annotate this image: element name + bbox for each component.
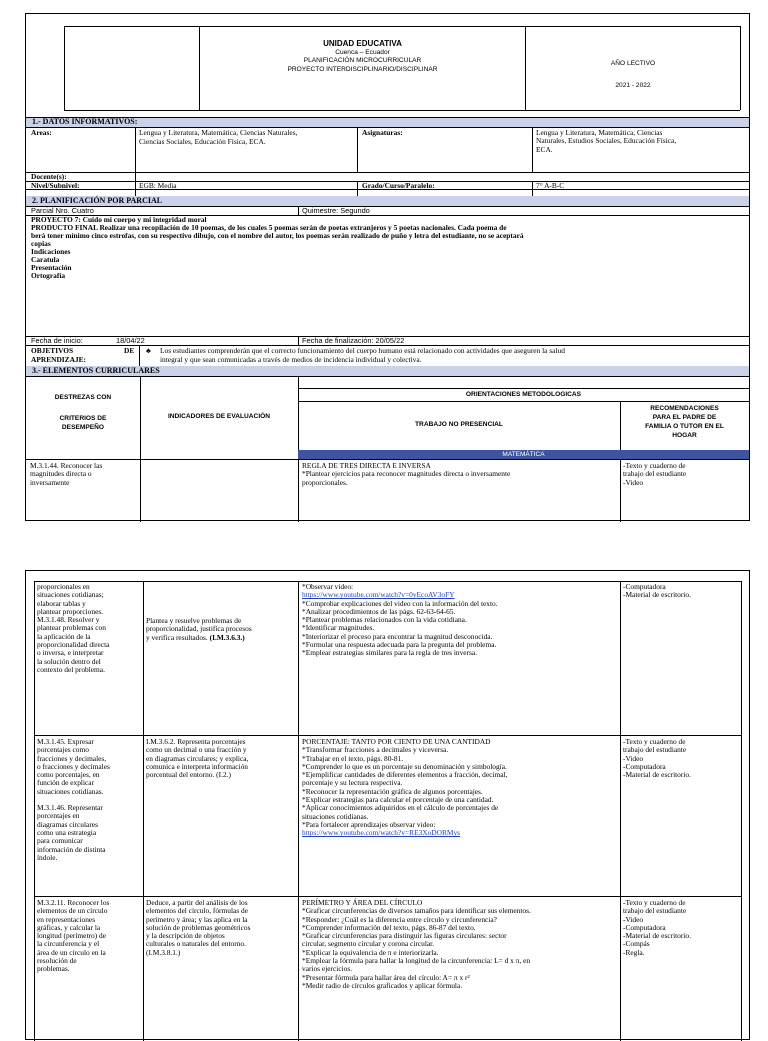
text-line: *Medir radio de círculos graficados y aplicar fórmula.: [302, 980, 463, 990]
text-line: *Transformar fracciones a decimales y viceversa.: [302, 745, 449, 755]
rowA-recomendaciones: [623, 583, 739, 600]
text-line: contexto del problema.: [37, 664, 105, 674]
text-line: *Explicar la equivalencia de π e interiorizarla.: [302, 947, 439, 957]
text-line: (I.M.3.8.1.): [146, 947, 181, 957]
text-line: proporcionales en: [37, 582, 90, 591]
header-recomendaciones: [620, 404, 749, 440]
text-line: -Material de escritorio.: [623, 590, 691, 600]
text-line: elementos de un círculo: [37, 906, 108, 916]
text-line: *Para fortalecer aprendizajes observar video:: [302, 819, 436, 829]
text-line: PORCENTAJE: TANTO POR CIENTO DE UNA CANTIDAD: [302, 737, 491, 746]
rowC-destreza: [37, 899, 140, 974]
grado-label: Grado/Curso/Paralelo:: [362, 181, 435, 190]
product-line-2: berá tener mínimo cinco estrofas, con su respectivo dibujo, con el nombre del autor, los poemas serán realizado de puño y letra del estudiante, no se aceptará: [31, 231, 524, 240]
rowB-recomendaciones: [623, 738, 739, 779]
text-line: varios ejercicios.: [302, 964, 353, 974]
nivel-label: Nivel/Subnivel:: [31, 181, 80, 190]
text-line: la circunferencia y el: [37, 939, 100, 949]
text-line: culturales o naturales del entorno.: [146, 939, 246, 949]
objective-line-1: Los estudiantes comprenderán que el correcto funcionamiento del cuerpo humano está relacionado con actividades que aseguren la salud: [160, 346, 565, 355]
text-line: *Trabajar en el texto, págs. 80-81.: [302, 753, 404, 763]
text-line: -Material de escritorio.: [623, 931, 691, 941]
section-title: 3.- ELEMENTOS CURRICULARES: [32, 366, 160, 375]
header-indicadores: INDICADORES DE EVALUACIÓN: [167, 413, 271, 420]
rowC-trabajo: [302, 899, 616, 990]
project-title: PROYECTO 7: Cuido mi cuerpo y mi integridad moral: [31, 215, 207, 224]
text-line: M.3.1.45. Expresar: [37, 737, 94, 746]
text-line: porcentual del entorno. (I.2.): [146, 770, 231, 780]
text-line: como una estrategia: [37, 827, 97, 837]
text-line: perímetro y área; y las aplica en la: [146, 914, 248, 924]
rowC-recomendaciones: [623, 899, 739, 957]
text-line: situaciones cotidianas;: [37, 590, 104, 600]
text-line: elementos del círculo, fórmulas de: [146, 906, 248, 916]
text-line: *Comprender lo que es un porcentaje su denominación y simbología.: [302, 761, 507, 771]
text-line: trabajo del estudiante: [623, 469, 687, 479]
text-line: -Texto y cuaderno de: [623, 461, 686, 470]
product-item: Indicaciones: [31, 247, 71, 256]
text-line: como porcentajes, en: [37, 770, 100, 780]
header-rec-line: HOGAR: [672, 432, 697, 439]
text-line: -Video: [623, 914, 644, 924]
objectives-label-de: DE: [124, 346, 135, 355]
text-line: -Material de escritorio.: [623, 770, 691, 780]
product-line-3: copias: [31, 239, 51, 248]
header-destrezas-3: DESEMPEÑO: [61, 424, 105, 431]
text-line: *Comprender información del texto, págs. 86-87 del texto.: [302, 922, 476, 932]
objectives-label-2: APRENDIZAJE:: [31, 355, 87, 364]
text-line: -Texto y cuaderno de: [623, 737, 686, 746]
bullet-icon: ♣: [146, 346, 151, 355]
asignaturas-line-3: ECA.: [536, 144, 553, 154]
rowB-indicador: [146, 738, 295, 779]
header-destrezas-2: CRITERIOS DE: [59, 415, 107, 422]
text-line: y verifica resultados.: [146, 632, 208, 642]
rowC-indicador: [146, 899, 295, 957]
text-line: resolución de: [37, 956, 77, 966]
text-line: porcentajes en: [37, 811, 80, 821]
docente-label: Docente(s):: [31, 172, 67, 181]
project-type: PROYECTO INTERDISCIPLINARIO/DISCIPLINAR: [287, 65, 438, 73]
school-year-label: AÑO LECTIVO: [610, 60, 656, 67]
end-date: Fecha de finalización: 20/05/22: [302, 336, 405, 345]
text-line: *Identificar magnitudes.: [302, 623, 375, 633]
text-line: M.3.1.44. Reconocer las: [30, 461, 103, 470]
text-line: plantear proporciones.: [37, 606, 104, 616]
text-line: *Emplear la fórmula para hallar la longitud de la circunferencia: L= d x π, en: [302, 956, 531, 966]
text-line: *Responder: ¿Cuál es la diferencia entre círculo y circunferencia?: [302, 914, 497, 924]
header-rec-line: FAMILIA O TUTOR EN EL: [645, 423, 724, 430]
text-line: proporcionalidad directa: [37, 640, 110, 650]
areas-line-2: Ciencias Sociales, Educación Física, ECA.: [139, 137, 266, 146]
text-line: como un decimal o una fracción y: [146, 745, 247, 755]
text-line: Deduce, a partir del análisis de los: [146, 898, 248, 907]
text-line: *Emplear estrategias similares para la regla de tres inversa.: [302, 648, 478, 658]
section-title: 2. PLANIFICACIÓN POR PARCIAL: [32, 196, 163, 205]
text-line: Plantea y resuelve problemas de: [146, 616, 242, 625]
nivel-value: EGB: Media: [139, 181, 177, 190]
text-line: o fracciones y decimales: [37, 761, 110, 771]
objective-line-2: integral y que sean comunicadas a través de medios de incidencia individual y colectiva.: [160, 355, 422, 364]
text-line: *Interiorizar el proceso para encontrar la magnitud desconocida.: [302, 631, 493, 641]
asignaturas-line-2: Naturales, Estudios Sociales, Educación Física,: [536, 136, 677, 146]
planning-page-1: [25, 13, 750, 521]
rowB-destreza: [37, 738, 140, 862]
start-date: 18/04/22: [116, 336, 145, 345]
text-line: en diagramas circulares; y explica,: [146, 753, 249, 763]
school-year: 2021 - 2022: [615, 82, 651, 89]
plan-type: PLANIFICACIÓN MICROCURRICULAR: [303, 57, 422, 65]
header-rec-line: PARA EL PADRE DE: [652, 414, 717, 421]
section-elementos-curriculares: [26, 366, 749, 376]
product-item: Presentación: [31, 263, 72, 272]
text-line: *Graficar circunferencias de diversos tamaños para identificar sus elementos.: [302, 906, 531, 916]
text-line: trabajo del estudiante: [623, 906, 687, 916]
text-line: *Explicar estrategias para calcular el porcentaje de una cantidad.: [302, 795, 494, 805]
asignaturas-value: [536, 129, 744, 154]
text-line: -Compás: [623, 939, 650, 949]
school-name: UNIDAD EDUCATIVA: [323, 39, 402, 48]
text-line: -Video: [623, 753, 644, 763]
row1-recomendaciones: [623, 462, 745, 487]
video-link[interactable]: https://www.youtube.com/watch?v=0yEcoAV3oFY: [302, 590, 455, 600]
text-line: diagramas circulares: [37, 819, 98, 829]
text-line: inversamente: [30, 477, 70, 487]
text-line: -Texto y cuaderno de: [623, 898, 686, 907]
section-title: 1.- DATOS INFORMATIVOS:: [32, 117, 138, 126]
text-line: información de distinta: [37, 844, 106, 854]
product-line-1: PRODUCTO FINAL Realizar una recopilación de 10 poemas, de los cuales 5 poemas serán de poetas extranjeros y 5 poetas nacionales. Cada poema de: [31, 223, 507, 232]
planning-page-2: [25, 570, 750, 1040]
section-planificacion: [26, 196, 749, 206]
text-line: porcentaje y su lectura respectiva.: [302, 778, 403, 788]
text-line: *Reconocer la representación gráfica de algunos porcentajes.: [302, 786, 483, 796]
header-trabajo: TRABAJO NO PRESENCIAL: [415, 421, 503, 428]
text-line: M.3.1.48. Resolver y: [37, 615, 100, 625]
text-line: longitud (perímetro) de: [37, 931, 106, 941]
objectives-label: OBJETIVOS: [31, 346, 74, 355]
school-city: Cuenca – Ecuador: [335, 48, 390, 56]
text-line: función de explicar: [37, 778, 95, 788]
text-line: *Plantear ejercicios para reconocer magnitudes directa o inversamente: [302, 469, 511, 479]
text-line: fracciones y decimales,: [37, 753, 107, 763]
text-line: o inversa, e interpretar: [37, 648, 104, 658]
product-item: Ortografía: [31, 271, 66, 280]
text-line: *Aplicar conocimientos adquiridos en el cálculo de porcentajes de: [302, 803, 499, 813]
text-line: -Regla.: [623, 947, 645, 957]
video-link[interactable]: https://www.youtube.com/watch?v=RE3XoDORMys: [302, 828, 461, 838]
document-header: [200, 40, 525, 74]
text-line: la aplicación de la: [37, 631, 91, 641]
text-line: porcentajes como: [37, 745, 89, 755]
text-line: *Graficar circunferencias para distinguir las figuras circulares: sector: [302, 931, 507, 941]
rowA-indicador: [146, 617, 295, 642]
text-line: -Computadora: [623, 922, 666, 932]
header-destrezas-1: DESTREZAS CON: [54, 394, 112, 401]
text-line: -Computadora: [623, 582, 666, 591]
header-rec-line: RECOMENDACIONES: [650, 405, 719, 412]
rowA-trabajo: [302, 583, 616, 658]
text-line: gráficas, y calcular la: [37, 922, 101, 932]
text-line: I.M.3.6.2. Representa porcentajes: [146, 737, 246, 746]
text-line: *Comprobar explicaciones del video con la información del texto.: [302, 598, 498, 608]
text-line: REGLA DE TRES DIRECTA E INVERSA: [302, 461, 431, 470]
header-orientaciones: ORIENTACIONES METODOLOGICAS: [465, 391, 582, 398]
section-datos-informativos: [26, 117, 749, 127]
text-line: *Ejemplificar cantidades de diferentes elementos a fracción, decimal,: [302, 770, 508, 780]
rowB-trabajo: [302, 738, 616, 838]
text-line: PERÍMETRO Y ÁREA DEL CÍRCULO: [302, 898, 423, 907]
text-line: área de un círculo en la: [37, 947, 106, 957]
text-line: proporcionales.: [302, 477, 348, 487]
asignaturas-label: Asignaturas:: [362, 128, 403, 137]
parcial-value: Parcial Nro. Cuatro: [31, 206, 94, 215]
text-line: solución de problemas geométricos: [146, 922, 251, 932]
text-line: proporcionalidad, justifica procesos: [146, 624, 252, 634]
text-line: para comunicar: [37, 836, 83, 846]
text-line: plantear problemas con: [37, 623, 106, 633]
start-date-label: Fecha de inicio:: [31, 336, 83, 345]
areas-label: Areas:: [31, 128, 52, 137]
row1-trabajo: [302, 462, 616, 487]
text-line: problemas.: [37, 964, 70, 974]
text-line: M.3.2.11. Reconocer los: [37, 898, 110, 907]
rowA-destreza: [37, 583, 140, 674]
text-line: y la descripción de objetos: [146, 931, 225, 941]
text-line: *Analizar procedimientos de las págs. 62-63-64-65.: [302, 606, 456, 616]
text-line: trabajo del estudiante: [623, 745, 687, 755]
subject-band-matematica: MATEMÁTICA: [298, 450, 749, 459]
text-line: *Presentar fórmula para hallar área del círculo: A= π x r²: [302, 972, 470, 982]
row1-destreza: [30, 462, 137, 487]
text-line: elaborar tablas y: [37, 598, 86, 608]
text-line: *Formular una respuesta adecuada para la pregunta del problema.: [302, 640, 497, 650]
quimestre-value: Quimestre: Segundo: [302, 206, 370, 215]
text-line: *Observar video:: [302, 582, 354, 591]
product-item: Caratula: [31, 255, 60, 264]
indicator-code: (I.M.3.6.3.): [209, 632, 245, 642]
grado-value: 7° A-B-C: [536, 181, 565, 190]
text-line: situaciones cotidianas.: [302, 811, 369, 821]
text-line: situaciones cotidianas.: [37, 786, 104, 796]
text-line: comunica e interpreta información: [146, 761, 248, 771]
text-line: la solución dentro del: [37, 656, 101, 666]
text-line: -Video: [623, 477, 644, 487]
text-line: *Plantear problemas relacionados con la vida cotidiana.: [302, 615, 467, 625]
text-line: en representaciones: [37, 914, 96, 924]
text-line: magnitudes directa o: [30, 469, 92, 479]
areas-line-1: Lengua y Literatura, Matemática, Ciencias Naturales,: [139, 128, 298, 137]
asignaturas-line-1: Lengua y Literatura, Matemática, Ciencias: [536, 128, 663, 137]
text-line: índole.: [37, 852, 58, 862]
text-line: -Computadora: [623, 761, 666, 771]
text-line: circular, segmento circular y corona circular.: [302, 939, 435, 949]
text-line: M.3.1.46. Representar: [37, 803, 103, 813]
